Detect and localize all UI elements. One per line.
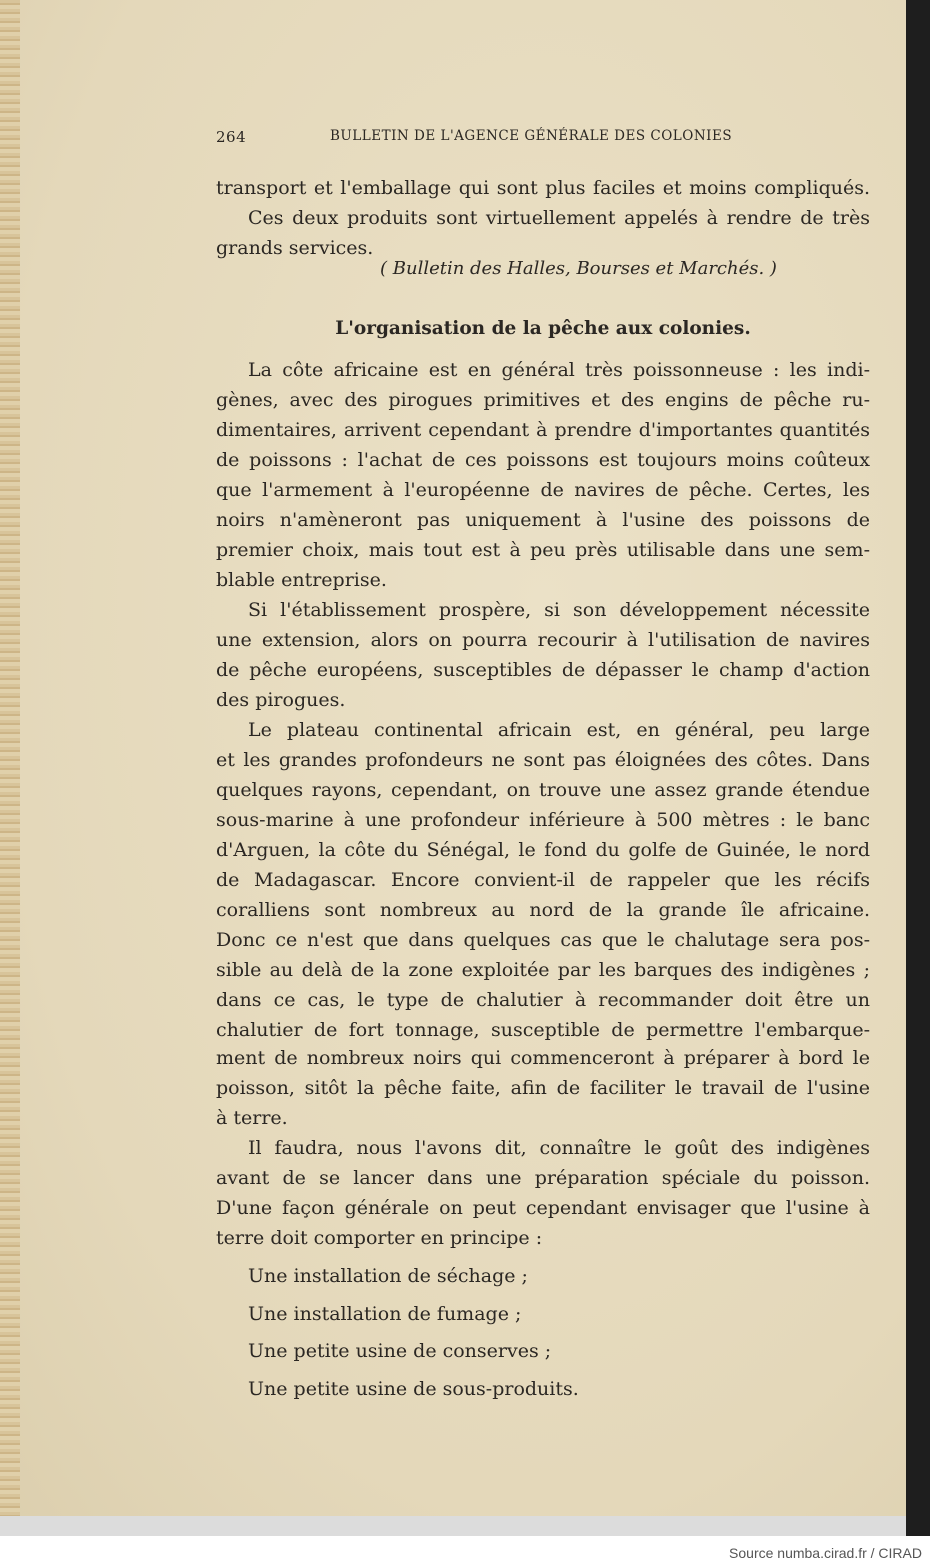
text-line: ment de nombreux noirs qui commenceront à préparer à bord le xyxy=(216,1047,870,1069)
text-line: noirs n'amèneront pas uniquement à l'usine des poissons de xyxy=(216,509,870,531)
text-line: quelques rayons, cependant, on trouve une assez grande étendue xyxy=(216,779,870,801)
text-line: Une installation de séchage ; xyxy=(248,1265,528,1287)
text-line: sible au delà de la zone exploitée par les barques des indigènes ; xyxy=(216,959,870,981)
text-line: sous-marine à une profondeur inférieure à 500 mètres : le banc xyxy=(216,809,870,831)
text-line: des pirogues. xyxy=(216,689,346,711)
text-line: et les grandes profondeurs ne sont pas éloignées des côtes. Dans xyxy=(216,749,870,771)
text-line: transport et l'emballage qui sont plus faciles et moins compliqués. xyxy=(216,177,870,199)
running-title: BULLETIN DE L'AGENCE GÉNÉRALE DES COLONIES xyxy=(330,128,733,144)
text-line: Il faudra, nous l'avons dit, connaître le goût des indigènes xyxy=(248,1137,870,1159)
text-line: gènes, avec des pirogues primitives et des engins de pêche ru- xyxy=(216,389,870,411)
text-line: Ces deux produits sont virtuellement appelés à rendre de très xyxy=(248,207,870,229)
text-line: Une petite usine de sous-produits. xyxy=(248,1377,579,1400)
text-line: une extension, alors on pourra recourir à l'utilisation de navires xyxy=(216,629,870,651)
scan-border xyxy=(906,0,930,1536)
text-line: Une petite usine de conserves ; xyxy=(248,1340,552,1363)
text-line: poisson, sitôt la pêche faite, afin de faciliter le travail de l'usine xyxy=(216,1077,870,1099)
text-line: dimentaires, arrivent cependant à prendre d'importantes quantités xyxy=(216,419,870,441)
text-line: D'une façon générale on peut cependant envisager que l'usine à xyxy=(216,1197,870,1219)
text-line: avant de se lancer dans une préparation spéciale du poisson. xyxy=(216,1167,870,1189)
source-credit: Source numba.cirad.fr / CIRAD xyxy=(729,1545,922,1561)
text-line: terre doit comporter en principe : xyxy=(216,1227,543,1249)
text-line: de pêche européens, susceptibles de dépasser le champ d'action xyxy=(216,659,870,681)
page-number: 264 xyxy=(216,128,247,146)
text-line: grands services. xyxy=(216,237,374,259)
text-line: La côte africaine est en général très poissonneuse : les indi- xyxy=(248,359,870,381)
text-line: de Madagascar. Encore convient-il de rappeler que les récifs xyxy=(216,869,870,891)
text-line: blable entreprise. xyxy=(216,569,387,591)
page-edge-stack xyxy=(0,0,20,1516)
text-line: de poissons : l'achat de ces poissons est toujours moins coûteux xyxy=(216,449,870,471)
text-line: que l'armement à l'européenne de navires de pêche. Certes, les xyxy=(216,479,870,501)
text-line: Si l'établissement prospère, si son développement nécessite xyxy=(248,599,870,621)
citation: ( Bulletin des Halles, Bourses et Marchés. ) xyxy=(380,258,777,279)
text-line: coralliens sont nombreux au nord de la grande île africaine. xyxy=(216,899,870,921)
text-line: dans ce cas, le type de chalutier à recommander doit être un xyxy=(216,989,870,1011)
section-heading: L'organisation de la pêche aux colonies. xyxy=(335,318,751,339)
text-line: premier choix, mais tout est à peu près utilisable dans une sem- xyxy=(216,539,870,561)
text-line: Le plateau continental africain est, en général, peu large xyxy=(248,719,870,741)
text-line: chalutier de fort tonnage, susceptible de permettre l'embarque- xyxy=(216,1019,870,1041)
text-line: Une installation de fumage ; xyxy=(248,1302,522,1325)
text-line: Donc ce n'est que dans quelques cas que le chalutage sera pos- xyxy=(216,929,870,951)
text-line: d'Arguen, la côte du Sénégal, le fond du golfe de Guinée, le nord xyxy=(216,839,870,861)
text-line: à terre. xyxy=(216,1107,288,1129)
